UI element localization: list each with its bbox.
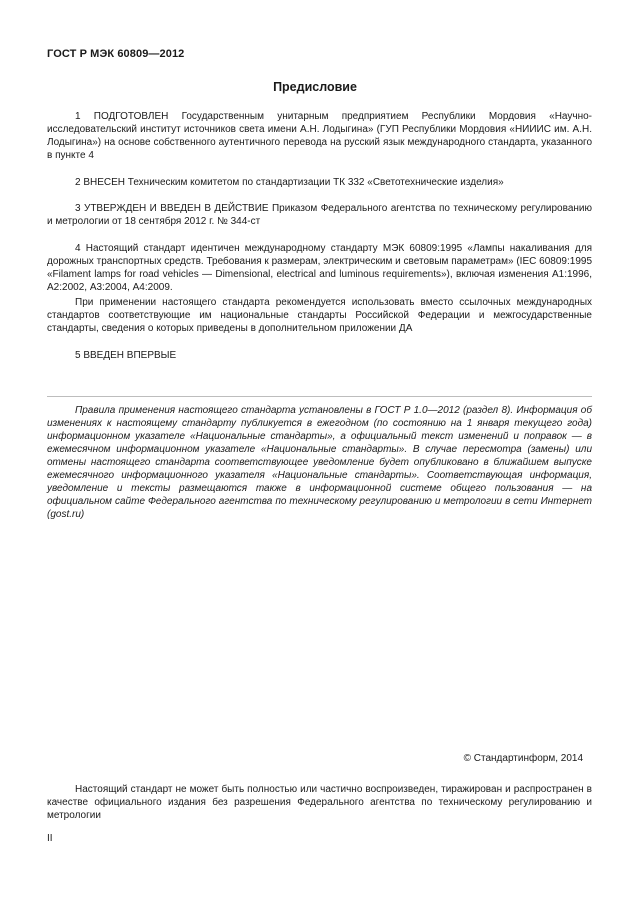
reproduction-notice: Настоящий стандарт не может быть полностью или частично воспроизведен, тиражирован и распространен в качестве официального издания без разрешения Федерального агентства по техническому регулированию и метрологии (47, 784, 592, 821)
section-divider (47, 396, 592, 397)
paragraph-3-approved: 3 УТВЕРЖДЕН И ВВЕДЕН В ДЕЙСТВИЕ Приказом Федерального агентства по техническому регулированию и метрологии от 18 сентября 2012 г. № 344-ст (47, 203, 592, 227)
copyright-notice: © Стандартинформ, 2014 (463, 753, 583, 764)
paragraph-5-introduced: 5 ВВЕДЕН ВПЕРВЫЕ (75, 350, 177, 361)
paragraph-2-submitted: 2 ВНЕСЕН Техническим комитетом по стандартизации ТК 332 «Светотехнические изделия» (75, 177, 504, 188)
document-code-header: ГОСТ Р МЭК 60809—2012 (47, 48, 185, 60)
application-rules-notice: Правила применения настоящего стандарта установлены в ГОСТ Р 1.0—2012 (раздел 8). Информация об изменениях к настоящему стандарту публикуется в ежегодном (по состоянию на 1 января текущего года) информационном указателе «Национальные стандарты», а официальный текст изменений и поправок — в ежемесячном информационном указателе «Национальные стандарты». В случае пересмотра (замены) или отмены настоящего стандарта соответствующее уведомление будет опубликовано в ближайшем выпуске ежемесячного информационного указателя «Национальные стандарты». Соответствующая информация, уведомление и тексты размещаются также в информационной системе общего пользования — на официальном сайте Федерального агентства по техническому регулированию и метрологии в сети Интернет (gost.ru) (47, 405, 592, 520)
paragraph-1-prepared: 1 ПОДГОТОВЛЕН Государственным унитарным предприятием Республики Мордовия «Научно-исследовательский институт источников света имени А.Н. Лодыгина» (ГУП Республики Мордовия «НИИИС им. А.Н. Лодыгина») на основе собственного аутентичного перевода на русский язык международного стандарта, указанного в пункте 4 (47, 111, 592, 161)
page-title: Предисловие (273, 80, 357, 94)
paragraph-4-references: При применении настоящего стандарта рекомендуется использовать вместо ссылочных международных стандартов соответствующие им национальные стандарты Российской Федерации и межгосударственные стандарты, сведения о которых приведены в дополнительном приложении ДА (47, 297, 592, 334)
paragraph-4-identical: 4 Настоящий стандарт идентичен международному стандарту МЭК 60809:1995 «Лампы накаливания для дорожных транспортных средств. Требования к размерам, электрическим и световым параметрам» (IEC 60809:1995 «Filament lamps for road vehicles — Dimensional, electrical and luminous requirements»), включая изменения А1:1996, А2:2002, А3:2004, А4:2009. (47, 243, 592, 293)
page-number: II (47, 833, 53, 844)
